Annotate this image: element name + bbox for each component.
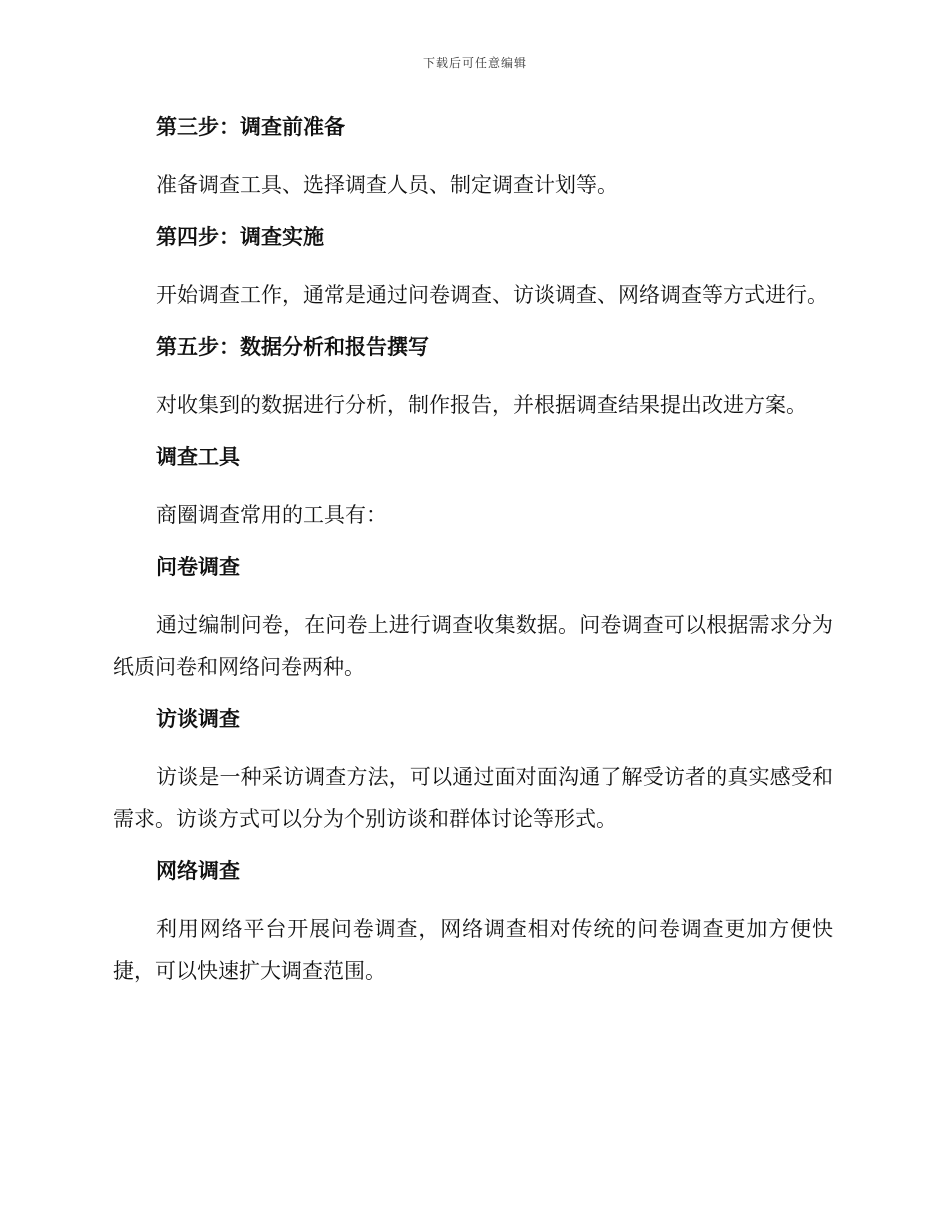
heading-step-five: 第五步：数据分析和报告撰写 bbox=[156, 335, 429, 359]
paragraph-interview: 访谈是一种采访调查方法，可以通过面对面沟通了解受访者的真实感受和需求。访谈方式可以分为个别访谈和群体讨论等形式。 bbox=[113, 765, 833, 831]
paragraph-step-five: 对收集到的数据进行分析，制作报告，并根据调查结果提出改进方案。 bbox=[156, 393, 807, 417]
paragraph-step-three: 准备调查工具、选择调查人员、制定调查计划等。 bbox=[156, 173, 618, 197]
heading-interview: 访谈调查 bbox=[156, 707, 240, 731]
heading-online-survey: 网络调查 bbox=[156, 859, 240, 883]
heading-step-four: 第四步：调查实施 bbox=[156, 225, 324, 249]
heading-questionnaire: 问卷调查 bbox=[156, 555, 240, 579]
heading-step-three: 第三步：调查前准备 bbox=[156, 115, 345, 139]
paragraph-step-four: 开始调查工作，通常是通过问卷调查、访谈调查、网络调查等方式进行。 bbox=[156, 283, 828, 307]
paragraph-online-survey: 利用网络平台开展问卷调查，网络调查相对传统的问卷调查更加方便快捷，可以快速扩大调查范围。 bbox=[113, 917, 833, 983]
paragraph-questionnaire: 通过编制问卷，在问卷上进行调查收集数据。问卷调查可以根据需求分为纸质问卷和网络问卷两种。 bbox=[113, 613, 833, 679]
document-body bbox=[113, 110, 833, 1006]
heading-survey-tools: 调查工具 bbox=[156, 445, 240, 469]
paragraph-survey-tools: 商圈调查常用的工具有： bbox=[156, 503, 387, 527]
page-header: 下载后可任意编辑 bbox=[422, 56, 527, 70]
